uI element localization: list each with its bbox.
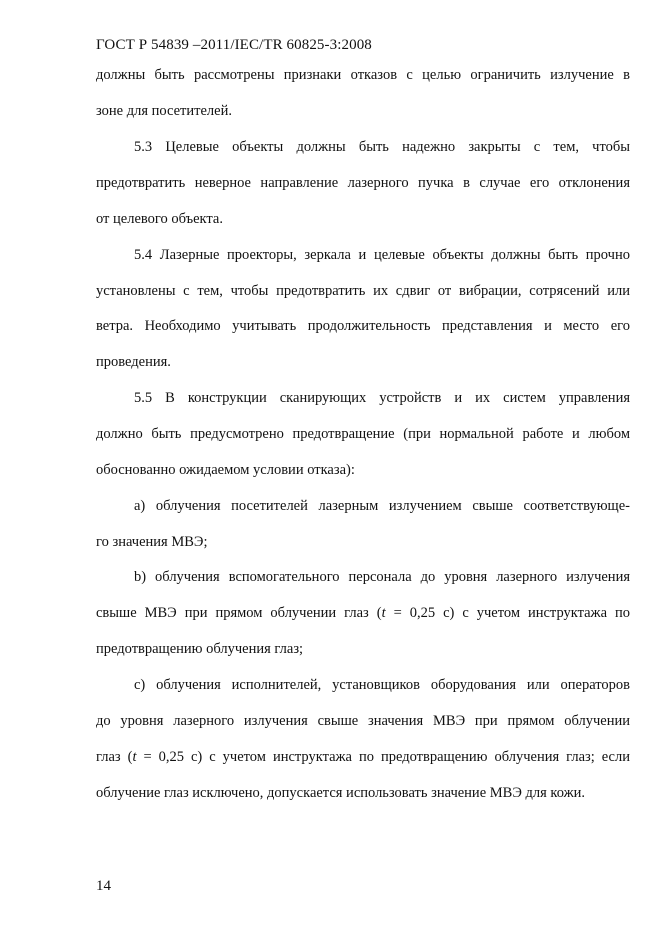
text-line: до уровня лазерного излучения свыше значения МВЭ при прямом облучении xyxy=(96,713,630,729)
paragraph-5-5-start: 5.5 В конструкции сканирующих устройств и их систем управления xyxy=(134,390,630,406)
paragraph-5-4-start: 5.4 Лазерные проекторы, зеркала и целевые объекты должны быть прочно xyxy=(134,247,630,263)
page-number: 14 xyxy=(96,878,111,894)
text-line: установлены с тем, чтобы предотвратить их сдвиг от вибрации, сотрясений или xyxy=(96,283,630,299)
text-segment: свыше МВЭ при прямом облучении глаз ( xyxy=(96,605,382,621)
text-line: предотвращению облучения глаз; xyxy=(96,641,304,657)
list-item-b-start: b) облучения вспомогательного персонала до уровня лазерного излучения xyxy=(134,569,630,585)
time-variable: t xyxy=(132,749,137,765)
text-segment: глаз ( xyxy=(96,749,133,765)
text-line: го значения МВЭ; xyxy=(96,534,208,550)
text-line: должны быть рассмотрены признаки отказов с целью ограничить излучение в xyxy=(96,67,630,83)
text-line: зоне для посетителей. xyxy=(96,103,232,119)
text-line: от целевого объекта. xyxy=(96,211,223,227)
document-header: ГОСТ Р 54839 –2011/IEC/TR 60825-3:2008 xyxy=(96,37,372,53)
text-line-with-formula xyxy=(96,604,630,622)
text-line: ветра. Необходимо учитывать продолжительность представления и место его xyxy=(96,318,630,334)
text-line: предотвратить неверное направление лазерного пучка в случае его отклонения xyxy=(96,175,630,191)
text-segment: = 0,25 с) с учетом инструктажа по предотвращению облучения глаз; если xyxy=(136,749,630,765)
text-line-with-formula xyxy=(96,748,630,766)
time-variable: t xyxy=(381,605,386,621)
text-line: должно быть предусмотрено предотвращение (при нормальной работе и любом xyxy=(96,426,630,442)
list-item-a-start: а) облучения посетителей лазерным излучением свыше соответствующе- xyxy=(134,498,630,514)
paragraph-5-3-start: 5.3 Целевые объекты должны быть надежно закрыты с тем, чтобы xyxy=(134,139,630,155)
text-line: обоснованно ожидаемом условии отказа): xyxy=(96,462,355,478)
text-line: облучение глаз исключено, допускается использовать значение МВЭ для кожи. xyxy=(96,785,586,801)
text-line: проведения. xyxy=(96,354,171,370)
list-item-c-start: с) облучения исполнителей, установщиков оборудования или операторов xyxy=(134,677,630,693)
text-segment: = 0,25 с) с учетом инструктажа по xyxy=(385,605,630,621)
